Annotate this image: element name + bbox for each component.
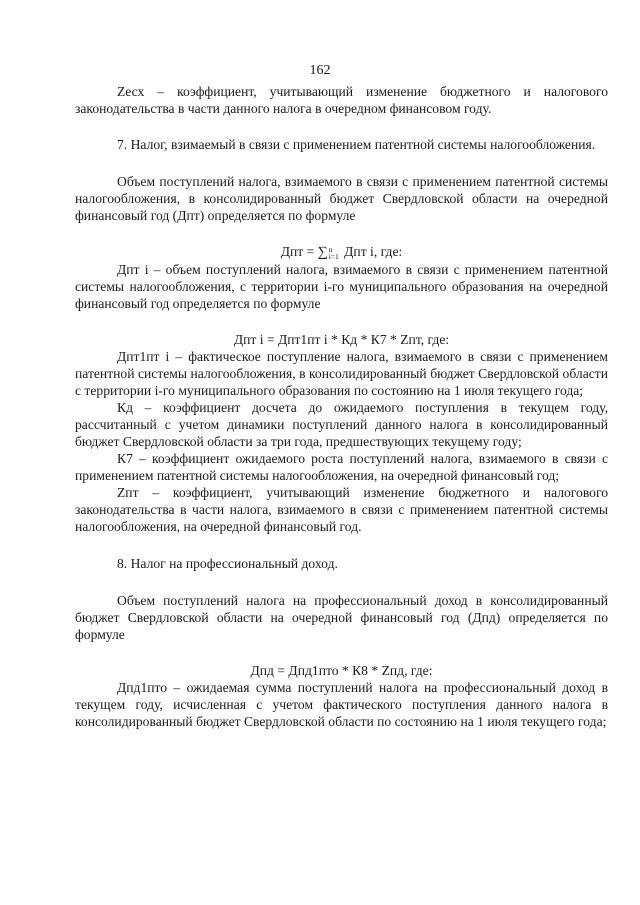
document-body	[75, 83, 608, 730]
formula-dpt-left: Дпт =	[280, 244, 318, 259]
sum-upper-limit: n	[328, 244, 333, 254]
paragraph-zesx-definition: Zесх – коэффициент, учитывающий изменение бюджетного и налогового законодательства в части данного налога в очередном финансовом году.	[75, 84, 608, 116]
formula-dpt-right: Дпт i, где:	[340, 244, 403, 259]
section-heading-professional-income-tax: 8. Налог на профессиональный доход.	[117, 556, 338, 571]
paragraph-dpt1pt-definition: Дпт1пт i – фактическое поступление налога, взимаемого в связи с применением патентной системы налогообложения, в консолидированный бюджет Свердловской области с территории i-го муниципального образования по состоянию на 1 июля текущего года;	[75, 349, 608, 398]
paragraph-professional-income-volume: Объем поступлений налога на профессиональный доход в консолидированный бюджет Свердловской области на очередной финансовый год (Дпд) определяется по формуле	[75, 593, 608, 642]
section-heading-patent-tax: 7. Налог, взимаемый в связи с применением патентной системы налогообложения.	[117, 137, 596, 152]
formula-dpd: Дпд = Дпд1пто * К8 * Zпд, где:	[250, 663, 433, 678]
paragraph-dpd1pto-definition: Дпд1пто – ожидаемая сумма поступлений налога на профессиональный доход в текущем году, исчисленная с учетом фактического поступления данного налога в консолидированный бюджет Свердловской области по состоянию на 1 июля текущего года;	[75, 680, 608, 729]
paragraph-dpt-i-definition: Дпт i – объем поступлений налога, взимаемого в связи с применением патентной системы налогообложения, с территории i-го муниципального образования на очередной финансовый год определяется по формуле	[75, 262, 608, 311]
formula-dpt-i: Дпт i = Дпт1пт i * Кд * К7 * Zпт, где:	[233, 332, 450, 347]
sum-lower-limit: i=1	[328, 251, 339, 261]
paragraph-kd-definition: Кд – коэффициент досчета до ожидаемого поступления в текущем году, рассчитанный с учетом динамики поступлений данного налога в консолидированный бюджет Свердловской области за три года, предшествующих текущему году;	[75, 400, 608, 449]
page-number: 162	[309, 63, 331, 78]
paragraph-k7-definition: К7 – коэффициент ожидаемого роста поступлений налога, взимаемого в связи с применением патентной системы налогообложения, на очередной финансовый год;	[75, 451, 608, 483]
sum-symbol: ∑	[317, 245, 328, 260]
paragraph-zpt-definition: Zпт – коэффициент, учитывающий изменение бюджетного и налогового законодательства в части налога, взимаемого в связи с применением патентной системы налогообложения, на очередной финансовый год.	[75, 485, 608, 534]
sum-limits	[329, 246, 339, 260]
paragraph-patent-tax-volume: Объем поступлений налога, взимаемого в связи с применением патентной системы налогообложения, в консолидированный бюджет Свердловской области на очередной финансовый год (Дпт) определяется по формуле	[75, 174, 608, 223]
formula-dpt-sum	[75, 243, 608, 261]
